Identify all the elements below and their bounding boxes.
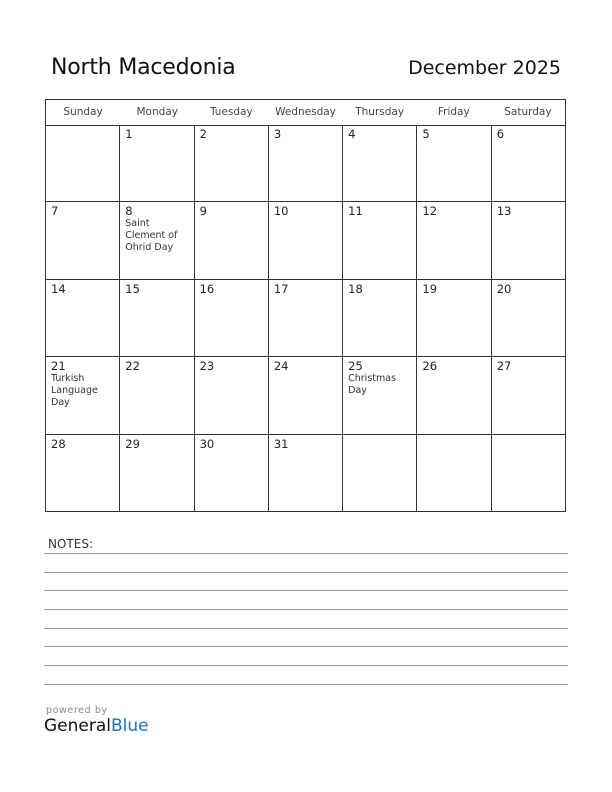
day-number: 12 (422, 204, 438, 219)
brand-logo[interactable] (44, 716, 149, 736)
notes-label: NOTES: (48, 537, 93, 551)
weekday-thursday: Thursday (355, 106, 405, 118)
calendar-day-cell (46, 125, 120, 201)
day-number: 26 (422, 359, 438, 374)
day-number: 1 (125, 127, 133, 141)
calendar-month: December 2025 (408, 57, 561, 79)
calendar-title: North Macedonia (51, 55, 236, 80)
notes-line (44, 572, 568, 573)
day-number: 22 (125, 359, 140, 374)
notes-line (44, 684, 568, 685)
calendar-day-cell (46, 280, 120, 356)
day-number: 28 (51, 436, 66, 451)
calendar-day-cell (417, 357, 491, 433)
day-number: 13 (496, 204, 512, 219)
calendar-week-row (46, 435, 565, 512)
weekday-friday: Friday (437, 106, 470, 118)
notes-line (44, 553, 568, 554)
notes-line (44, 665, 568, 666)
calendar-day-cell (46, 435, 120, 512)
notes-line (44, 628, 568, 629)
weekday-saturday: Saturday (504, 106, 552, 118)
calendar-week-row (46, 202, 565, 279)
day-number: 31 (273, 436, 289, 451)
calendar-day-cell (120, 125, 194, 201)
calendar-day-cell (417, 435, 491, 512)
calendar-day-cell (120, 202, 194, 278)
day-number: 18 (348, 281, 363, 296)
calendar-day-cell (46, 202, 120, 278)
calendar-week-row (46, 280, 565, 357)
weekday-monday: Monday (136, 106, 178, 118)
calendar-day-cell (417, 280, 491, 356)
calendar-day-cell (492, 280, 565, 356)
day-number: 7 (51, 204, 59, 219)
day-number: 19 (422, 281, 438, 296)
calendar-day-cell (343, 357, 417, 433)
day-number: 20 (496, 281, 512, 296)
calendar-day-cell (120, 435, 194, 512)
day-number: 16 (199, 281, 215, 296)
day-number: 4 (348, 127, 356, 141)
weekday-wednesday: Wednesday (275, 106, 336, 118)
day-number: 6 (496, 127, 505, 141)
day-number: 17 (273, 281, 289, 296)
weekday-header-row (46, 100, 565, 126)
holiday-label: Saint Clement of Ohrid Day (125, 218, 178, 254)
day-number: 3 (273, 127, 282, 141)
calendar-day-cell (195, 435, 269, 512)
holiday-label: Turkish Language Day (51, 373, 98, 409)
calendar-day-cell (120, 357, 194, 433)
calendar-week-row (46, 357, 565, 434)
calendar-day-cell (492, 202, 565, 278)
day-number: 8 (125, 204, 133, 219)
calendar-day-cell (269, 435, 343, 512)
calendar-weeks (46, 125, 565, 512)
calendar-day-cell (195, 125, 269, 201)
day-number: 30 (199, 436, 215, 451)
day-number: 11 (348, 204, 363, 219)
notes-line (44, 609, 568, 610)
day-number: 24 (273, 359, 289, 374)
notes-line (44, 646, 568, 647)
weekday-sunday: Sunday (63, 106, 103, 118)
brand-blue: Blue (111, 716, 149, 736)
brand-general: General (44, 716, 111, 736)
calendar-day-cell (417, 202, 491, 278)
day-number: 25 (348, 359, 363, 374)
calendar-day-cell (492, 435, 565, 512)
calendar-day-cell (46, 357, 120, 433)
calendar-week-row (46, 125, 565, 202)
calendar-day-cell (195, 202, 269, 278)
powered-by-text: powered by (46, 705, 108, 716)
holiday-label: Christmas Day (348, 373, 397, 397)
calendar-day-cell (343, 202, 417, 278)
day-number: 5 (422, 127, 430, 141)
calendar-day-cell (269, 280, 343, 356)
calendar-day-cell (195, 357, 269, 433)
calendar-day-cell (269, 125, 343, 201)
calendar-day-cell (195, 280, 269, 356)
calendar-day-cell (417, 125, 491, 201)
calendar-day-cell (343, 125, 417, 201)
day-number: 21 (51, 359, 66, 374)
notes-line (44, 590, 568, 591)
day-number: 10 (273, 204, 289, 219)
day-number: 9 (199, 204, 207, 219)
calendar-day-cell (492, 125, 565, 201)
calendar-grid (45, 99, 566, 512)
calendar-day-cell (492, 357, 565, 433)
day-number: 14 (51, 281, 66, 296)
day-number: 29 (125, 436, 140, 451)
calendar-day-cell (120, 280, 194, 356)
day-number: 27 (496, 359, 512, 374)
weekday-tuesday: Tuesday (209, 106, 253, 118)
day-number: 15 (125, 281, 140, 296)
calendar-day-cell (269, 202, 343, 278)
day-number: 2 (199, 127, 207, 141)
calendar-day-cell (269, 357, 343, 433)
calendar-day-cell (343, 435, 417, 512)
calendar-day-cell (343, 280, 417, 356)
day-number: 23 (199, 359, 215, 374)
